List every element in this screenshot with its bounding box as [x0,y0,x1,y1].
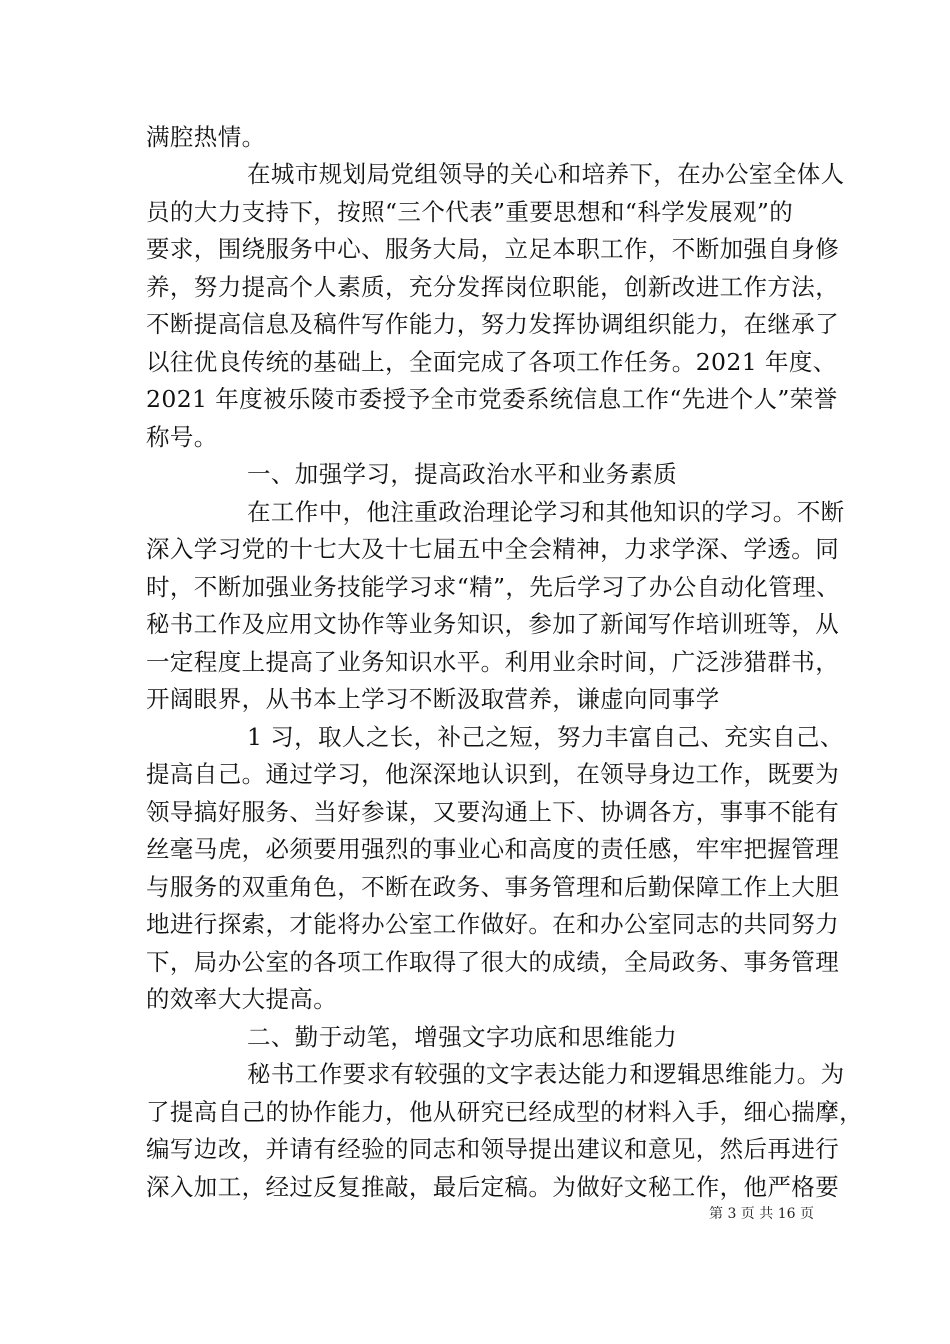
text-line: 满腔热情。 [146,123,266,151]
text-line: 提高自己。通过学习，他深深地认识到，在领导身边工作，既要为 [146,760,840,788]
text-line: 丝毫马虎，必须要用强烈的事业心和高度的责任感，牢牢把握管理 [146,835,840,863]
text-line: 深入加工，经过反复推敲，最后定稿。为做好文秘工作，他严格要 [146,1173,840,1201]
text-line: 要求，围绕服务中心、服务大局，立足本职工作，不断加强自身修 [146,235,840,263]
text-line: 编写边改，并请有经验的同志和领导提出建议和意见，然后再进行 [146,1135,840,1163]
text-line: 了提高自己的协作能力，他从研究已经成型的材料入手，细心揣摩， [146,1098,863,1126]
text-line: 一定程度上提高了业务知识水平。利用业余时间，广泛涉猎群书， [146,648,840,676]
text-line: 时，不断加强业务技能学习求“精”，先后学习了办公自动化管理、 [146,573,841,601]
paragraph-first-line: 秘书工作要求有较强的文字表达能力和逻辑思维能力。为 [247,1060,845,1088]
text-line: 与服务的双重角色，不断在政务、事务管理和后勤保障工作上大胆 [146,873,840,901]
page-number-footer: 第 3 页 共 16 页 [709,1206,814,1222]
text-line: 员的大力支持下，按照“三个代表”重要思想和“科学发展观”的 [146,198,794,226]
section-heading: 一、加强学习，提高政治水平和业务素质 [247,460,678,488]
text-line: 的效率大大提高。 [146,985,338,1013]
text-line: 以往优良传统的基础上，全面完成了各项工作任务。2021 年度、 [146,348,837,376]
paragraph-first-line: 1 习，取人之长，补己之短，努力丰富自己、充实自己、 [247,723,844,751]
text-line: 地进行探索，才能将办公室工作做好。在和办公室同志的共同努力 [146,910,840,938]
text-line: 领导搞好服务、当好参谋，又要沟通上下、协调各方，事事不能有 [146,798,840,826]
section-heading: 二、勤于动笔，增强文字功底和思维能力 [247,1023,678,1051]
paragraph-first-line: 在工作中，他注重政治理论学习和其他知识的学习。不断 [247,498,845,526]
text-line: 下，局办公室的各项工作取得了很大的成绩，全局政务、事务管理 [146,948,840,976]
text-line: 深入学习党的十七大及十七届五中全会精神，力求学深、学透。同 [146,535,840,563]
text-line: 开阔眼界，从书本上学习不断汲取营养，谦虚向同事学 [146,685,720,713]
text-line: 不断提高信息及稿件写作能力，努力发挥协调组织能力，在继承了 [146,310,840,338]
text-line: 2021 年度被乐陵市委授予全市党委系统信息工作“先进个人”荣誉 [146,385,838,413]
text-line: 称号。 [146,423,218,451]
paragraph-first-line: 在城市规划局党组领导的关心和培养下，在办公室全体人 [247,160,845,188]
text-line: 秘书工作及应用文协作等业务知识，参加了新闻写作培训班等，从 [146,610,840,638]
text-line: 养，努力提高个人素质，充分发挥岗位职能，创新改进工作方法， [146,273,840,301]
